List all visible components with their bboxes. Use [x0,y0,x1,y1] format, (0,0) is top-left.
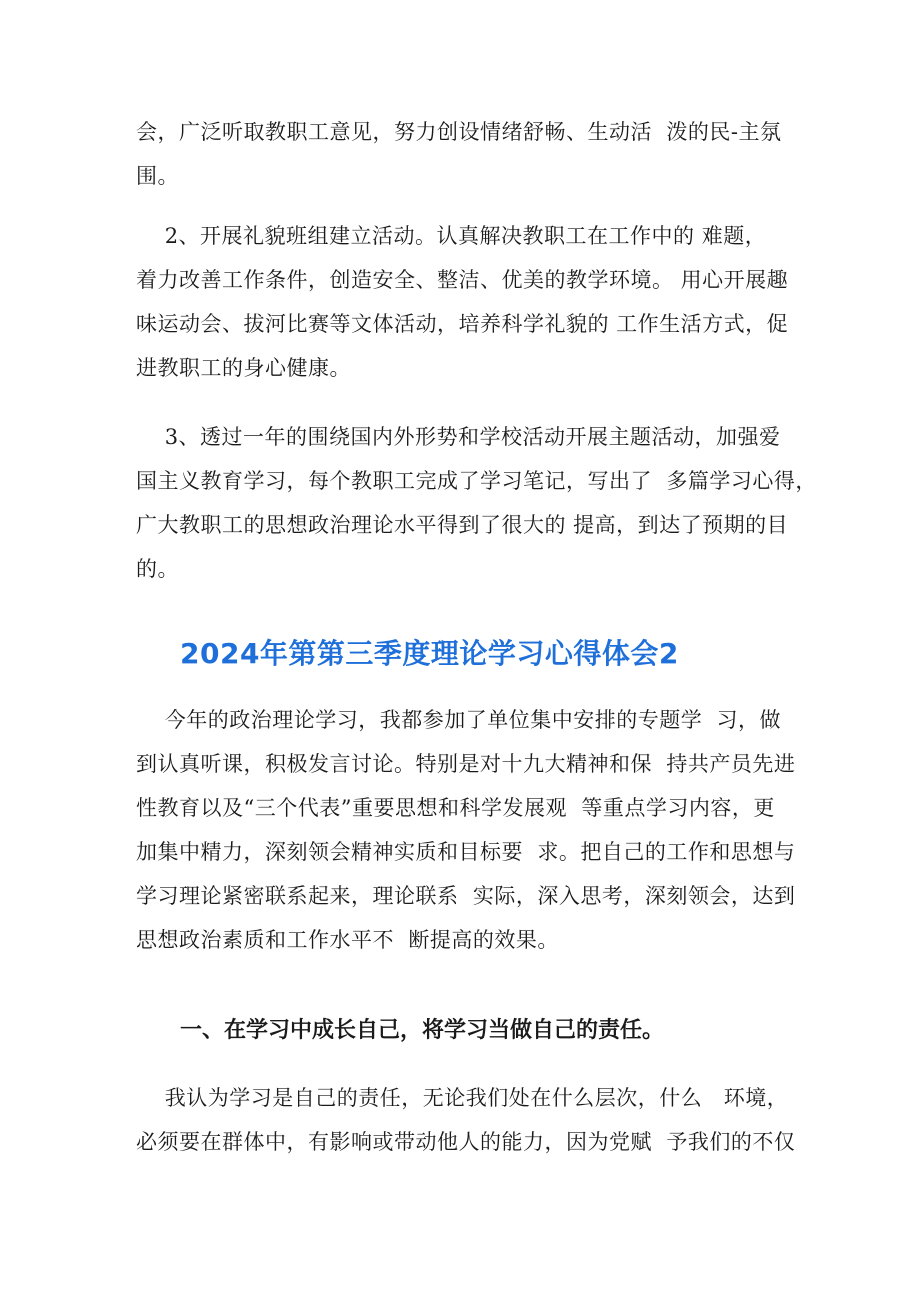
text-line: 学习理论紧密联系起来，理论联系 实际，深入思考，深刻领会，达到 [136,884,796,908]
text-line: 围。 [136,164,179,188]
text-line: 会，广泛听取教职工意见，努力创设情绪舒畅、生动活 泼的民-主氛 [136,120,782,144]
text-line: 广大教职工的思想政治理论水平得到了很大的 提高，到达了预期的目 [136,513,789,537]
subsection-heading: 一、在学习中成长自己，将学习当做自己的责任。 [180,1017,665,1043]
text-line: 我认为学习是自己的责任，无论我们处在什么层次，什么 环境， [136,1086,789,1110]
text-line: 进教职工的身心健康。 [136,356,351,380]
section-heading: 2024年第第三季度理论学习心得体会2 [180,637,679,670]
paragraph-item-2 [136,214,796,390]
paragraph-continuation [136,110,796,198]
text-line: 到认真听课，积极发言讨论。特别是对十九大精神和保 持共产员先进 [136,752,796,776]
text-line: 味运动会、拔河比赛等文体活动，培养科学礼貌的 工作生活方式，促 [136,312,789,336]
text-line: 性教育以及“三个代表”重要思想和科学发展观 等重点学习内容，更 [136,796,775,820]
text-line: 今年的政治理论学习，我都参加了单位集中安排的专题学 习，做 [136,708,782,732]
text-line: 加集中精力，深刻领会精神实质和目标要 求。把自己的工作和思想与 [136,840,796,864]
text-line: 必须要在群体中，有影响或带动他人的能力，因为党赋 予我们的不仅 [136,1130,796,1154]
text-line: 3、透过一年的围绕国内外形势和学校活动开展主题活动，加强爱 [136,425,781,449]
text-line: 2、开展礼貌班组建立活动。认真解决教职工在工作中的 难题， [136,224,767,248]
text-line: 思想政治素质和工作水平不 断提高的效果。 [136,928,559,952]
paragraph-intro [136,698,796,962]
text-line: 着力改善工作条件，创造安全、整洁、优美的教学环境。 用心开展趣 [136,268,789,292]
paragraph-item-3 [136,415,817,591]
paragraph-responsibility [136,1076,796,1164]
text-line: 的。 [136,557,179,581]
text-line: 国主义教育学习，每个教职工完成了学习笔记，写出了 多篇学习心得， [136,469,817,493]
